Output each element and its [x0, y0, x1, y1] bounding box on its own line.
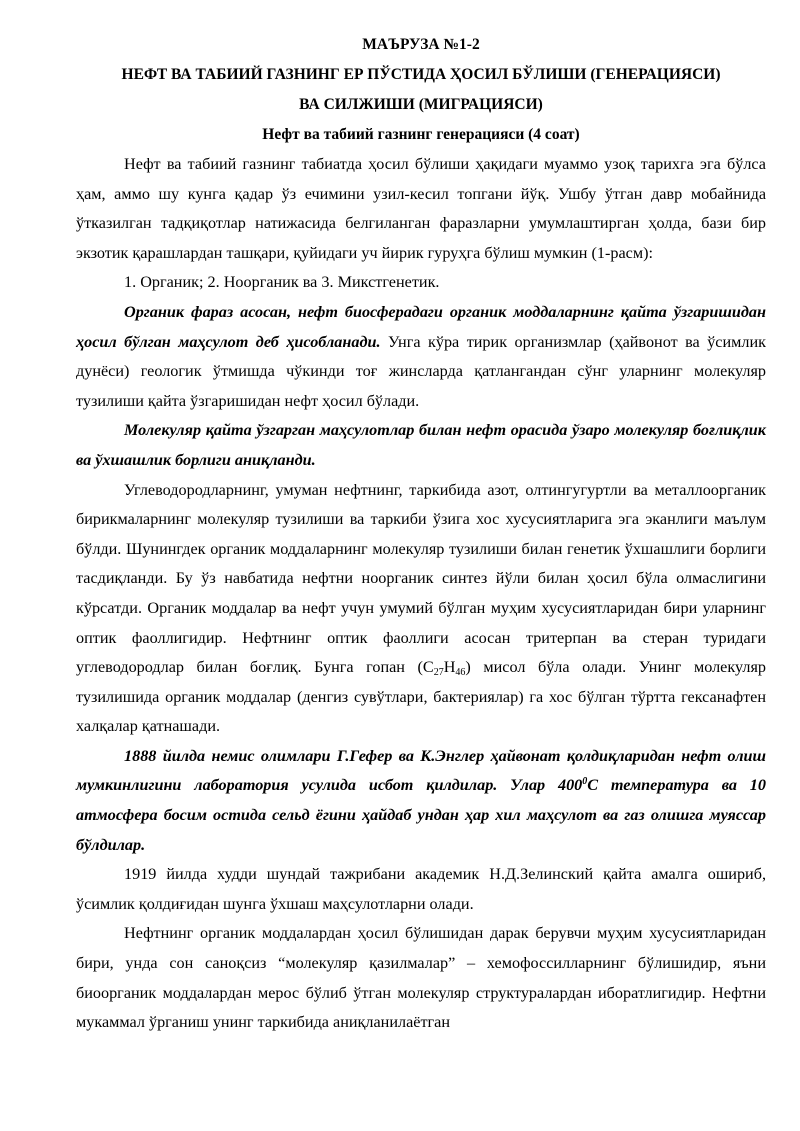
section-subtitle: Нефт ва табиий газнинг генерацияси (4 соат): [262, 126, 580, 143]
paragraph-6-text-a: 1888 йилда немис олимлари Г.Гефер ва К.Энглер ҳайвонат қолдиқларидан нефт олиш мумкинлигини лаборатория усулида исбот қилдилар. Улар 400: [76, 746, 766, 795]
paragraph-6-text-b: С температура ва 10 атмосфера босим остида сельд ёгини ҳайдаб ундан ҳар хил маҳсулот ва газ олишга муяссар бўлдилар.: [76, 776, 766, 854]
paragraph-1: Нефт ва табиий газнинг табиатда ҳосил бўлиши ҳақидаги муаммо узоқ тарихга эга бўлса ҳам, аммо шу кунга қадар ўз ечимини узил-кесил топгани йўқ. Ушбу ўтган давр мобайнида ўтказилган тадқиқотлар натижасида белгиланган фаразларни умумлаштирган ҳолда, бази бир экзотик қарашлардан ташқари, қуйидаги уч йирик гуруҳга бўлиш мумкин (1-расм):: [76, 155, 766, 262]
paragraph-3: [76, 298, 766, 416]
paragraph-4: Молекуляр қайта ўзгарган маҳсулотлар билан нефт орасида ўзаро молекуляр боғлиқлик ва ўхшашлик борлиги аниқланди.: [76, 421, 766, 469]
lecture-number: МАЪРУЗА №1-2: [362, 36, 480, 53]
paragraph-3-text: Унга кўра тирик организмлар (ҳайвонот ва ўсимлик дунёси) геологик ўтмишда чўкинди тоғ жинсларда қатлангандан сўнг уларнинг молекуляр тузилиши қайта ўзгаришидан нефт ҳосил бўлади.: [76, 332, 766, 410]
formula-subscript-2: 46: [455, 667, 466, 679]
paragraph-5: [76, 476, 766, 742]
paragraph-5-text-b: ) мисол бўла олади. Унинг молекуляр тузилишида органик моддалар (денгиз сувўтлари, бактериялар) га хос бўлган тўртта гексанафтен халқалар қатнашади.: [76, 658, 766, 736]
formula-element: Н: [443, 658, 456, 677]
paragraph-7: 1919 йилда худди шундай тажрибани академик Н.Д.Зелинский қайта амалга ошириб, ўсимлик қолдиғидан шунга ўхшаш маҳсулотларни олади.: [76, 865, 766, 913]
document-title-line-1: НЕФТ ВА ТАБИИЙ ГАЗНИНГ ЕР ПЎСТИДА ҲОСИЛ БЎЛИШИ (ГЕНЕРАЦИЯСИ): [121, 66, 721, 83]
paragraph-2: 1. Органик; 2. Ноорганик ва 3. Микстгенетик.: [124, 273, 440, 292]
paragraph-6: [76, 742, 766, 860]
paragraph-3-emphasis: Органик фараз асосан, нефт биосферадаги органик моддаларнинг қайта ўзгаришидан ҳосил бўлган маҳсулот деб ҳисобланади.: [76, 302, 766, 351]
document-page: [76, 30, 766, 1038]
document-title-line-2: ВА СИЛЖИШИ (МИГРАЦИЯСИ): [299, 96, 543, 113]
paragraph-8: Нефтнинг органик моддалардан ҳосил бўлишидан дарак берувчи муҳим хусусиятларидан бири, унда сон саноқсиз “молекуляр қазилмалар” – хемофоссилларнинг бўлишидир, яъни биоорганик моддалардан мерос бўлиб ўтган молекуляр структуралардан иборатлигидир. Нефтни мукаммал ўрганиш унинг таркибида аниқланилаётган: [76, 924, 766, 1032]
degree-superscript: 0: [582, 776, 588, 788]
paragraph-5-text-a: Углеводородларнинг, умуман нефтнинг, таркибида азот, олтингугуртли ва металлоорганик бирикмаларнинг молекуляр тузилиши ва таркиби ўзига хос хусусиятларига эга эканлиги маълум бўлди. Шунингдек органик моддаларнинг молекуляр тузилиши билан генетик ўхшашлиги борлиги тасдиқланди. Бу ўз навбатида нефтни ноорганик синтез йўли билан ҳосил бўла олмаслигини кўрсатди. Органик моддалар ва нефт учун умумий бўлган муҳим хусусиятларидан бири уларнинг оптик фаоллигидир. Нефтнинг оптик фаоллиги асосан тритерпан ва стеран туридаги углеводородлар билан боғлиқ. Бунга гопан (С: [76, 480, 766, 677]
formula-subscript-1: 27: [433, 667, 444, 679]
